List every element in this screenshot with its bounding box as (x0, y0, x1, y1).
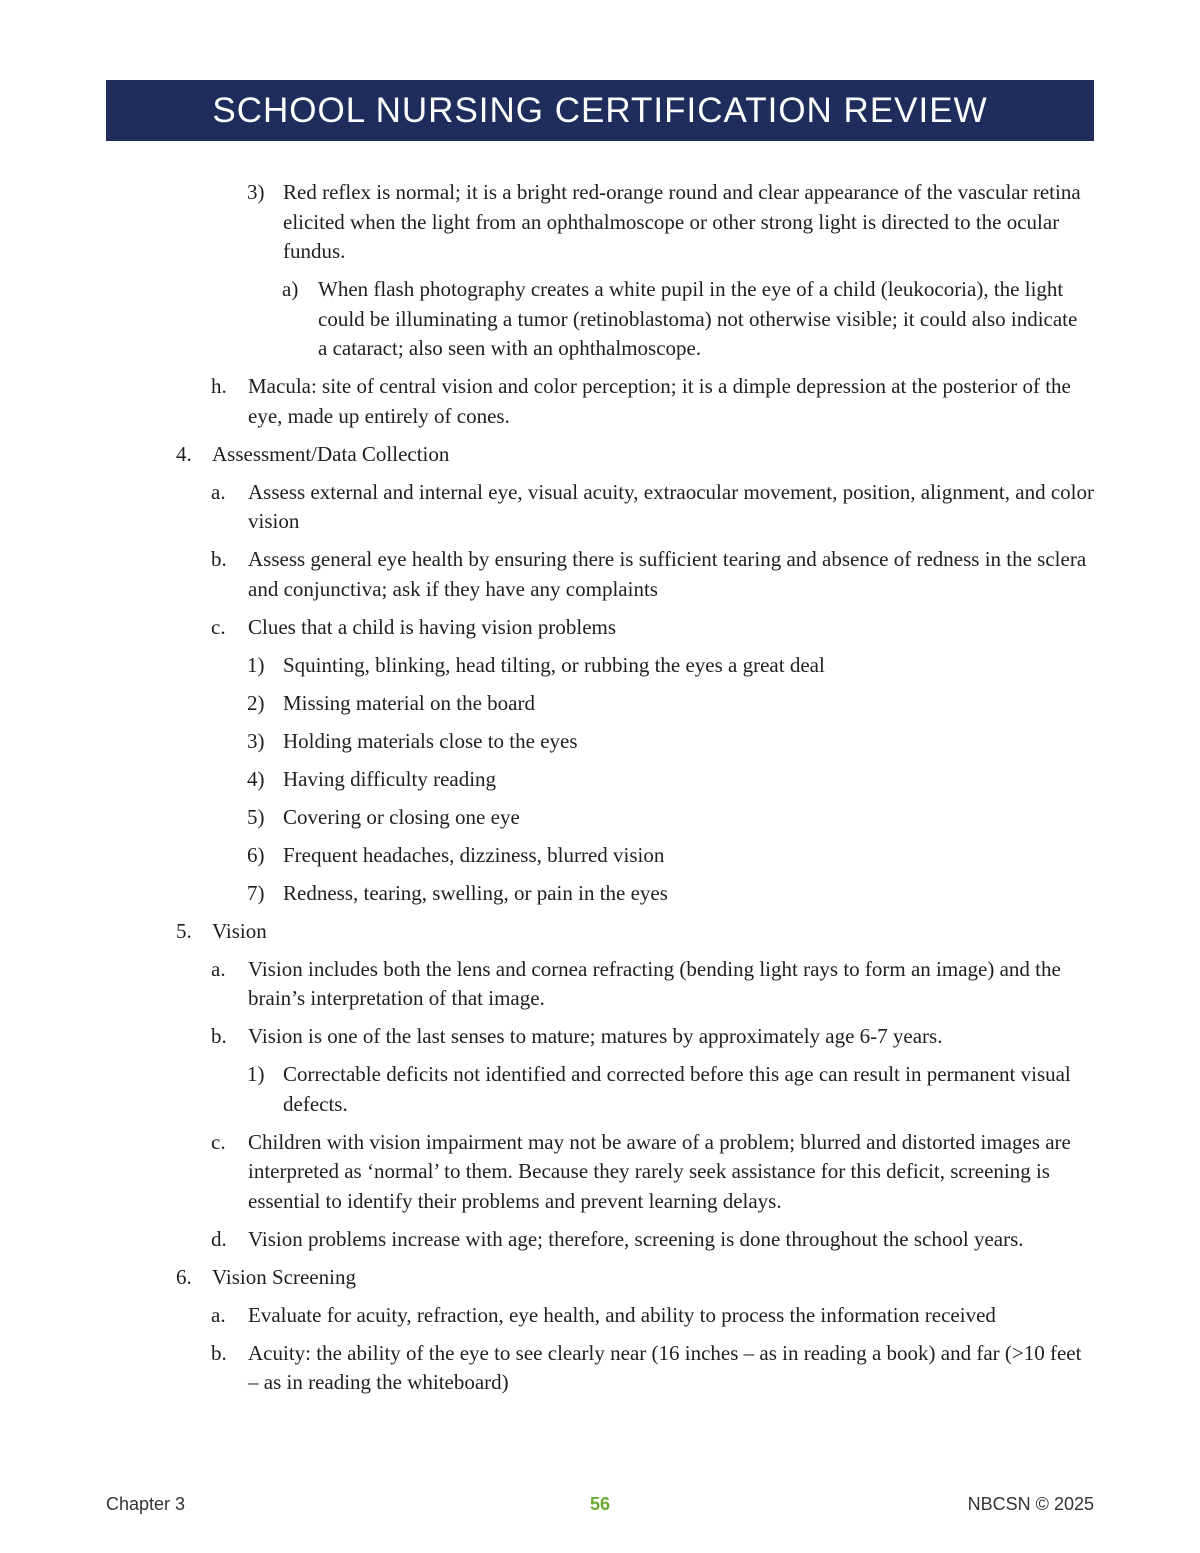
list-marker: 7) (247, 880, 265, 905)
outline-item (0, 689, 1200, 719)
list-item-text: Assessment/Data Collection (212, 441, 450, 466)
list-marker: 1) (247, 1062, 265, 1086)
outline-item (0, 1060, 1200, 1119)
list-item-text: Assess general eye health by ensuring there is sufficient tearing and absence of redness in the sclera and conjunctiva; ask if they have any complaints (248, 547, 1087, 601)
list-item-text: Macula: site of central vision and color perception; it is a dimple depression at the posterior of the eye, made up entirely of cones. (248, 374, 1071, 428)
footer-copyright: NBCSN © 2025 (967, 1494, 1094, 1514)
footer-chapter: Chapter 3 (106, 1494, 186, 1514)
list-item-text: Vision (212, 918, 267, 943)
outline-item (0, 727, 1200, 757)
outline-item (0, 545, 1200, 604)
list-item-text: Redness, tearing, swelling, or pain in the eyes (283, 880, 668, 905)
list-item-text: Vision is one of the last senses to mature; matures by approximately age 6-7 years. (248, 1024, 943, 1048)
outline-item (0, 917, 1200, 947)
outline-item (0, 955, 1200, 1014)
footer-page-number: 56 (589, 1494, 611, 1514)
list-marker: h. (211, 374, 227, 398)
list-marker: a) (282, 277, 299, 301)
list-marker: 2) (247, 690, 265, 715)
page-footer (106, 1494, 1094, 1518)
list-item-text: Vision problems increase with age; therefore, screening is done throughout the school years. (248, 1226, 1024, 1251)
list-marker: a. (211, 1302, 226, 1327)
outline-item (0, 372, 1200, 431)
list-marker: 3) (247, 180, 265, 204)
outline-item (0, 651, 1200, 681)
outline-item (0, 1128, 1200, 1217)
list-item-text: Red reflex is normal; it is a bright red-orange round and clear appearance of the vascular retina elicited when the light from an ophthalmoscope or other strong light is directed to the ocular fundus. (283, 180, 1081, 263)
outline-item (0, 440, 1200, 470)
list-item-text: Acuity: the ability of the eye to see clearly near (16 inches – as in reading a book) and far (>10 feet – as in reading the whiteboard) (248, 1340, 1082, 1394)
list-marker: b. (211, 1024, 227, 1048)
list-item-text: Frequent headaches, dizziness, blurred vision (283, 842, 665, 867)
list-marker: 5. (176, 918, 192, 943)
list-item-text: Assess external and internal eye, visual acuity, extraocular movement, position, alignment, and color vision (248, 479, 1094, 533)
outline-item (0, 879, 1200, 909)
outline-item (0, 1263, 1200, 1293)
outline-item (0, 841, 1200, 871)
list-marker: b. (211, 547, 227, 571)
outline-item (0, 803, 1200, 833)
outline-item (0, 478, 1200, 537)
list-marker: c. (211, 1129, 226, 1154)
list-item-text: Correctable deficits not identified and corrected before this age can result in permanent visual defects. (283, 1062, 1071, 1116)
list-item-text: Squinting, blinking, head tilting, or rubbing the eyes a great deal (283, 652, 825, 677)
list-item-text: Missing material on the board (283, 690, 535, 715)
list-item-text: Children with vision impairment may not be aware of a problem; blurred and distorted images are interpreted as ‘normal’ to them. Because they rarely seek assistance for this deficit, screening is essential to identify their problems and prevent learning delays. (248, 1129, 1071, 1213)
list-item-text: Evaluate for acuity, refraction, eye health, and ability to process the information received (248, 1302, 996, 1327)
list-item-text: Vision Screening (212, 1264, 356, 1289)
list-item-text: Covering or closing one eye (283, 804, 520, 829)
list-item-text: Vision includes both the lens and cornea refracting (bending light rays to form an image) and the brain’s interpretation of that image. (248, 956, 1061, 1010)
outline-item (0, 1339, 1200, 1398)
outline-item (0, 1301, 1200, 1331)
header-banner (106, 80, 1094, 141)
list-marker: d. (211, 1226, 227, 1251)
list-marker: a. (211, 479, 226, 504)
list-marker: 3) (247, 728, 265, 753)
list-marker: 6) (247, 842, 265, 867)
outline-item (0, 275, 1200, 364)
list-marker: 4) (247, 766, 265, 791)
list-item-text: Holding materials close to the eyes (283, 728, 578, 753)
list-marker: 4. (176, 441, 192, 466)
outline-item (0, 1022, 1200, 1052)
outline-item (0, 613, 1200, 643)
page-header-title: SCHOOL NURSING CERTIFICATION REVIEW (212, 90, 988, 130)
list-item-text: Clues that a child is having vision problems (248, 614, 617, 639)
list-marker: b. (211, 1340, 227, 1365)
list-marker: 1) (247, 652, 265, 677)
list-marker: a. (211, 956, 226, 981)
list-marker: 5) (247, 804, 265, 829)
list-item-text: Having difficulty reading (283, 766, 497, 791)
list-marker: c. (211, 614, 226, 639)
outline-item (0, 1225, 1200, 1255)
list-marker: 6. (176, 1264, 192, 1289)
list-item-text: When flash photography creates a white pupil in the eye of a child (leukocoria), the light could be illuminating a tumor (retinoblastoma) not otherwise visible; it could also indicate a cataract; also seen with an ophthalmoscope. (318, 277, 1078, 360)
document-body (0, 178, 1200, 1406)
outline-item (0, 765, 1200, 795)
outline-item (0, 178, 1200, 267)
